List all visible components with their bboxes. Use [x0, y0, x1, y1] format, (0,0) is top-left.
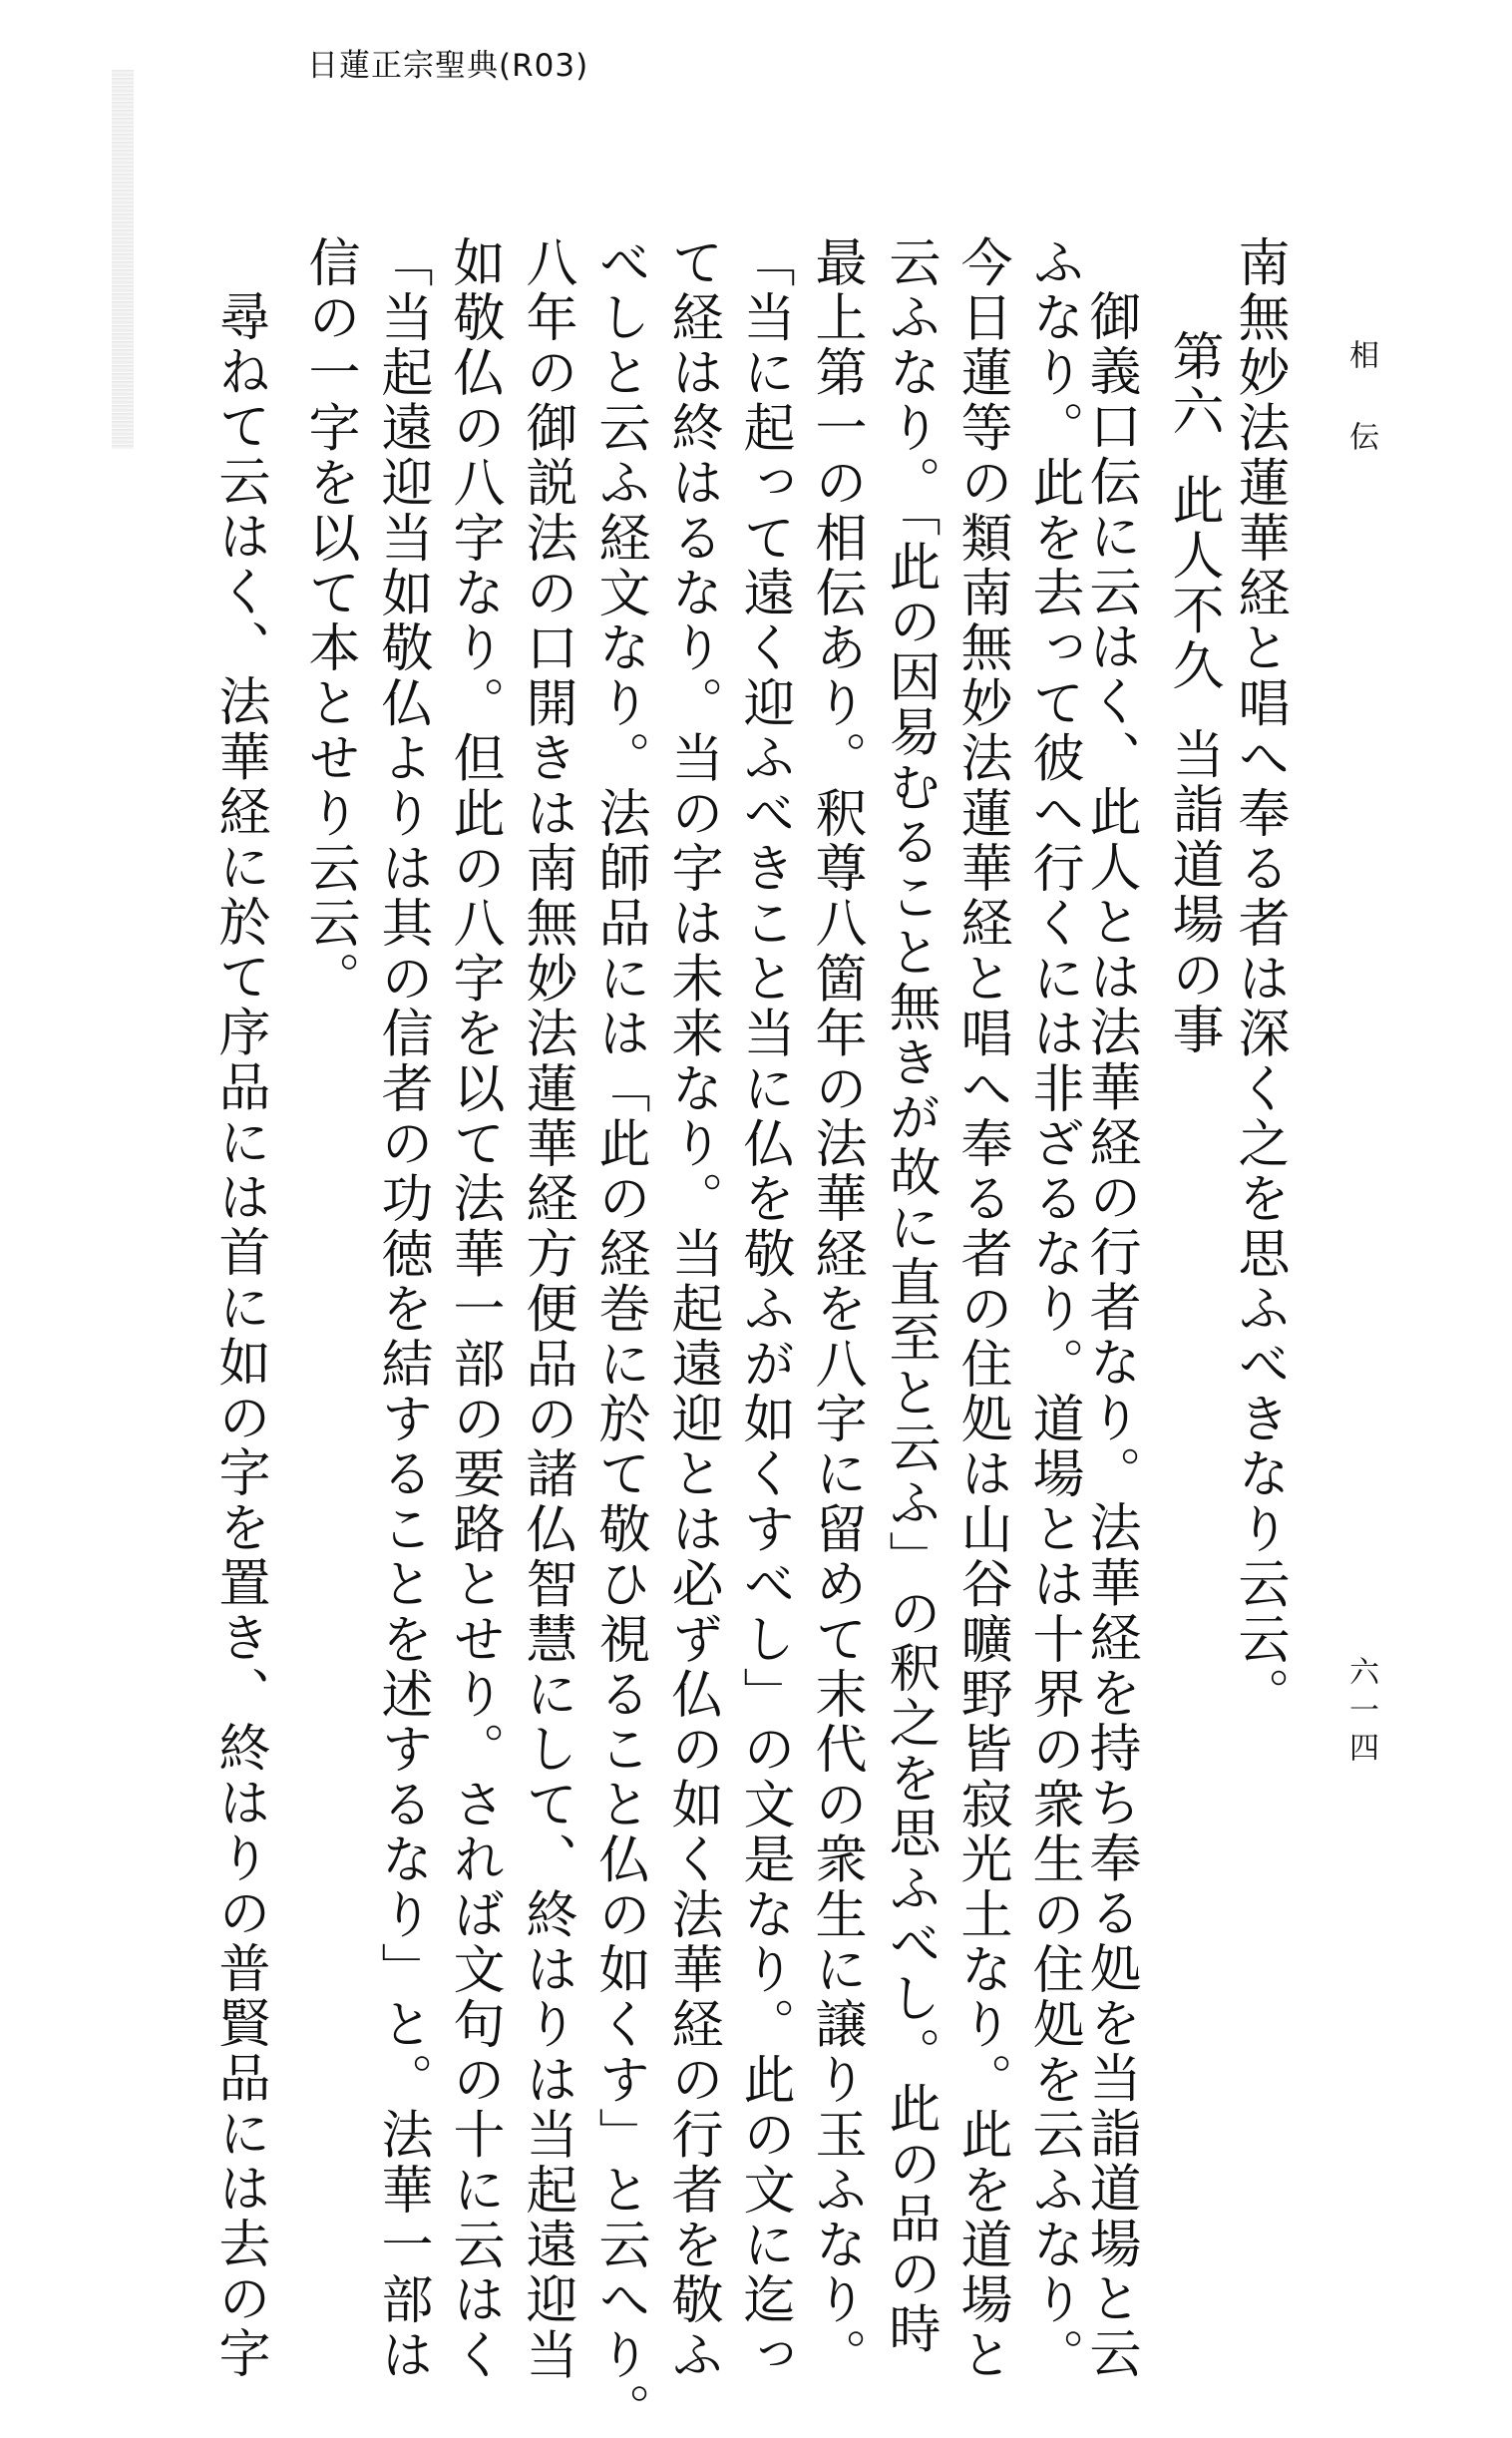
scan-shadow-edge [112, 70, 134, 449]
heading-number: 第六 [1163, 329, 1223, 440]
text-column: 南無妙法蓮華経と唱へ奉る者は深く之を思ふべきなり云云。 [1229, 235, 1289, 1723]
heading-topic: 当詣道場の事 [1163, 727, 1223, 1058]
text-column: 八年の御説法の口開きは南無妙法蓮華経方便品の諸仏智慧にして、終はりは当起遠迎当 [517, 235, 576, 2383]
text-column: 「当に起って遠く迎ふべきこと当に仏を敬ふが如くすべし」の文是なり。此の文に迄っ [734, 235, 794, 2383]
running-head-title: 相伝 [1343, 339, 1378, 503]
text-column: 如敬仏の八字なり。但此の八字を以て法華一部の要路とせり。されば文句の十に云はく [444, 235, 504, 2383]
text-column: 今日蓮等の類南無妙法蓮華経と唱へ奉る者の住処は山谷曠野皆寂光土なり。此を道場と [951, 235, 1011, 2383]
text-column: 信の一字を以て本とせり云云。 [299, 235, 359, 1007]
heading-quote: 此人不久 [1163, 473, 1223, 694]
text-column: ふなり。此を去って彼へ行くには非ざるなり。道場とは十界の衆生の住処を云ふなり。 [1023, 235, 1083, 2383]
text-column: べしと云ふ経文なり。法師品には「此の経巻に於て敬ひ視ること仏の如くす」と云へり。 [589, 235, 649, 2438]
document-title: 日蓮正宗聖典(R03) [307, 48, 589, 84]
text-column: 云ふなり。「此の因易むること無きが故に直至と云ふ」の釈之を思ふべし。此の品の時 [880, 235, 940, 2357]
text-column: て経は終はるなり。当の字は未来なり。当起遠迎とは必ず仏の如く法華経の行者を敬ふ [662, 235, 722, 2383]
text-column: 御義口伝に云はく、此人とは法華経の行者なり。法華経を持ち奉る処を当詣道場と云 [1080, 289, 1140, 2382]
text-column: 尋ねて云はく、法華経に於て序品には首に如の字を置き、終はりの普賢品には去の字 [209, 289, 269, 2382]
text-column: 最上第一の相伝あり。釈尊八箇年の法華経を八字に留めて末代の衆生に譲り玉ふなり。 [806, 235, 866, 2383]
page-number: 六一四 [1343, 1656, 1378, 1770]
text-column: 「当起遠迎当如敬仏よりは其の信者の功徳を結することを述するなり」と。法華一部は [372, 235, 432, 2383]
section-heading [1163, 329, 1223, 1058]
